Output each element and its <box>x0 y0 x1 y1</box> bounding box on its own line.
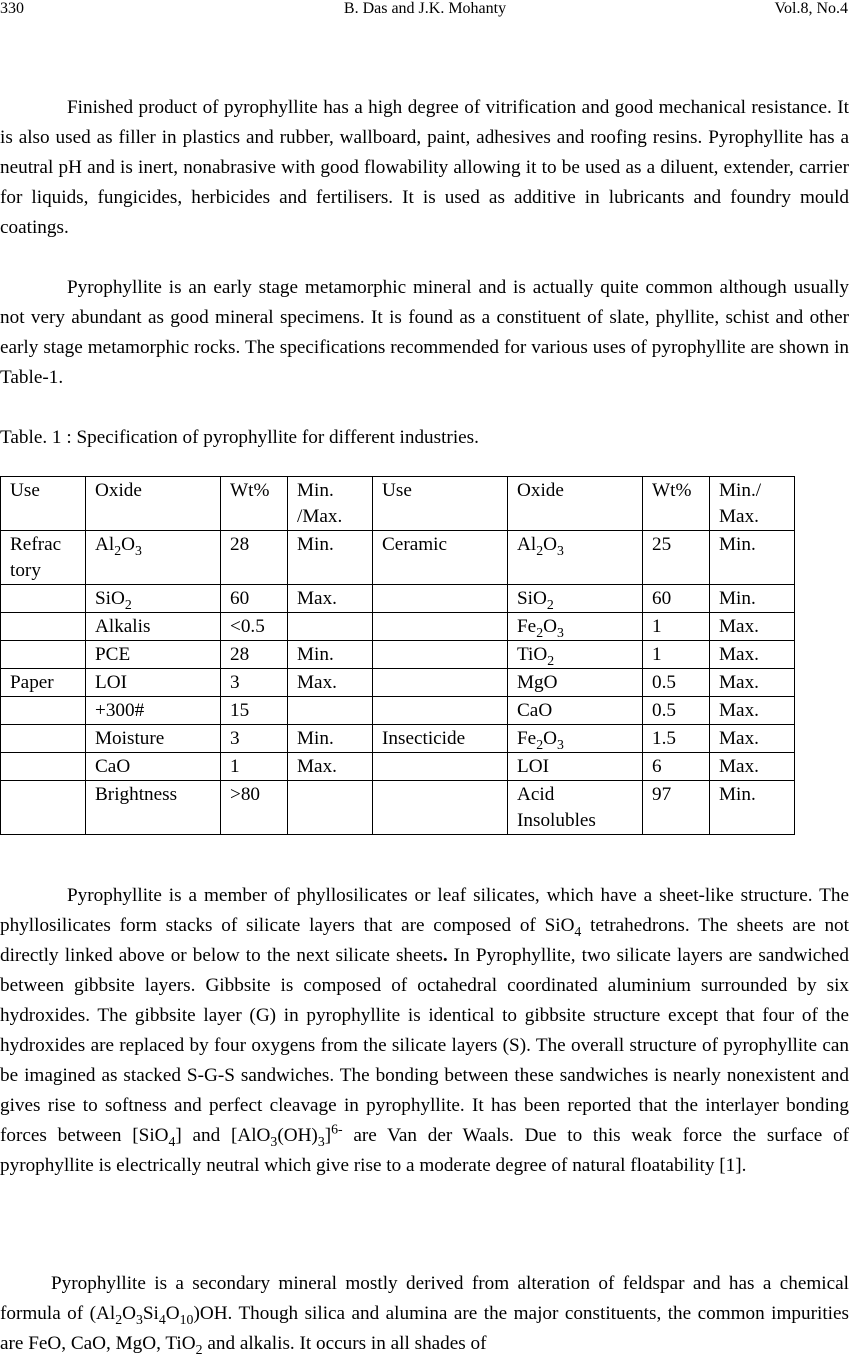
cell-oxide-2: $Fe_2O_3$ <box>508 725 643 753</box>
cell-use-2 <box>373 697 508 725</box>
cell-wt: 60 <box>221 585 288 613</box>
table-row <box>1 531 795 585</box>
cell-minmax-2: Max. <box>710 697 795 725</box>
specification-table <box>0 476 795 835</box>
table-row <box>1 725 795 753</box>
cell-use <box>1 613 86 641</box>
cell-minmax <box>288 781 373 835</box>
cell-use-2 <box>373 613 508 641</box>
cell-oxide-2: MgO <box>508 669 643 697</box>
cell-minmax-2: Min. <box>710 585 795 613</box>
cell-wt: 28 <box>221 531 288 585</box>
cell-use-2: Ceramic <box>373 531 508 585</box>
header-minmax-2: Min./ Max. <box>710 477 795 531</box>
cell-oxide-2: CaO <box>508 697 643 725</box>
cell-minmax: Max. <box>288 585 373 613</box>
cell-use <box>1 697 86 725</box>
cell-use-2 <box>373 585 508 613</box>
cell-wt: 15 <box>221 697 288 725</box>
cell-use-2 <box>373 641 508 669</box>
journal-volume: Vol.8, No.4 <box>774 0 848 17</box>
cell-minmax-2: Min. <box>710 781 795 835</box>
cell-oxide: PCE <box>86 641 221 669</box>
cell-oxide: +300# <box>86 697 221 725</box>
header-use-2: Use <box>373 477 508 531</box>
cell-use: Refrac tory <box>1 531 86 585</box>
cell-wt: 3 <box>221 669 288 697</box>
cell-minmax-2: Min. <box>710 531 795 585</box>
cell-minmax-2: Max. <box>710 641 795 669</box>
paragraph-mineralogy: Pyrophyllite is a secondary mineral mostly derived from alteration of feldspar and has a chemical formula of $(Al_2O_3Si_4O_{10})OH$. Though silica and alumina are the major constituents, the common impurities are FeO, CaO, MgO, TiO$_2$ and alkalis. It occurs in all shades of <box>0 1273 849 1357</box>
cell-wt-2: 25 <box>643 531 710 585</box>
cell-use-2 <box>373 669 508 697</box>
cell-minmax: Min. <box>288 641 373 669</box>
page-header <box>0 0 850 24</box>
header-oxide-2: Oxide <box>508 477 643 531</box>
cell-use <box>1 753 86 781</box>
cell-oxide-2: TiO$_2$ <box>508 641 643 669</box>
cell-use-2: Insecticide <box>373 725 508 753</box>
cell-wt: 28 <box>221 641 288 669</box>
cell-oxide-2: $Al_2O_3$ <box>508 531 643 585</box>
cell-use-2 <box>373 781 508 835</box>
cell-wt-2: 1 <box>643 613 710 641</box>
table-row <box>1 641 795 669</box>
cell-wt: <0.5 <box>221 613 288 641</box>
header-wt-2: Wt% <box>643 477 710 531</box>
paragraph-occurrence <box>0 273 849 393</box>
cell-use <box>1 781 86 835</box>
paragraph-structure: Pyrophyllite is a member of phyllosilicates or leaf silicates, which have a sheet-like structure. The phyllosilicates form stacks of silicate layers that are composed of SiO$_4$ tetrahedrons. The sheets are not directly linked above or below to the next silicate sheets. In Pyrophyllite, two silicate layers are sandwiched between gibbsite layers. Gibbsite is composed of octahedral coordinated aluminium surrounded by six hydroxides. The gibbsite layer (G) in pyrophyllite is identical to gibbsite structure except that four of the hydroxides are replaced by four oxygens from the silicate layers (S). The overall structure of pyrophyllite can be imagined as stacked S-G-S sandwiches. The bonding between these sandwiches is nearly nonexistent and gives rise to softness and perfect cleavage in pyrophyllite. It has been reported that the interlayer bonding forces between [SiO$_4$] and $[AlO_3(OH)_3]^{6-}$ are Van der Waals. Due to this weak force the surface of pyrophyllite is electrically neutral which give rise to a moderate degree of natural floatability [1]. <box>0 885 850 1176</box>
table-caption: Table. 1 : Specification of pyrophyllite for different industries. <box>0 427 479 448</box>
cell-minmax <box>288 613 373 641</box>
cell-oxide: Brightness <box>86 781 221 835</box>
cell-oxide: $Al_2O_3$ <box>86 531 221 585</box>
table-row <box>1 669 795 697</box>
running-title-authors: B. Das and J.K. Mohanty <box>343 0 507 17</box>
cell-oxide: LOI <box>86 669 221 697</box>
cell-use <box>1 725 86 753</box>
cell-minmax-2: Max. <box>710 613 795 641</box>
cell-oxide: SiO$_2$ <box>86 585 221 613</box>
cell-use: Paper <box>1 669 86 697</box>
table-header-row <box>1 477 795 531</box>
cell-minmax-2: Max. <box>710 725 795 753</box>
cell-oxide-2: SiO$_2$ <box>508 585 643 613</box>
cell-use-2 <box>373 753 508 781</box>
cell-minmax: Min. <box>288 725 373 753</box>
cell-minmax: Min. <box>288 531 373 585</box>
table-row <box>1 781 795 835</box>
cell-wt: 3 <box>221 725 288 753</box>
cell-use <box>1 585 86 613</box>
cell-oxide: Moisture <box>86 725 221 753</box>
cell-wt-2: 97 <box>643 781 710 835</box>
cell-oxide: Alkalis <box>86 613 221 641</box>
cell-wt-2: 6 <box>643 753 710 781</box>
cell-minmax <box>288 697 373 725</box>
cell-oxide-2: $Fe_2O_3$ <box>508 613 643 641</box>
cell-oxide-2: LOI <box>508 753 643 781</box>
cell-minmax-2: Max. <box>710 669 795 697</box>
cell-minmax-2: Max. <box>710 753 795 781</box>
paragraph-text: Finished product of pyrophyllite has a high degree of vitrification and good mechanical resistance. It is also used as filler in plastics and rubber, wallboard, paint, adhesives and roofing resins. Pyrophyllite has a neutral pH and is inert, nonabrasive with good flowability allowing it to be used as a diluent, extender, carrier for liquids, fungicides, herbicides and fertilisers. It is used as additive in lubricants and foundry mould coatings. <box>0 97 849 238</box>
cell-minmax: Max. <box>288 753 373 781</box>
page-number: 330 <box>0 0 24 17</box>
cell-wt-2: 1.5 <box>643 725 710 753</box>
table-row <box>1 753 795 781</box>
cell-wt-2: 0.5 <box>643 697 710 725</box>
cell-use <box>1 641 86 669</box>
cell-wt-2: 60 <box>643 585 710 613</box>
cell-oxide: CaO <box>86 753 221 781</box>
cell-wt-2: 0.5 <box>643 669 710 697</box>
table-row <box>1 585 795 613</box>
table-row <box>1 613 795 641</box>
header-use: Use <box>1 477 86 531</box>
paragraph-uses <box>0 93 849 243</box>
table-row <box>1 697 795 725</box>
cell-oxide-2: Acid Insolubles <box>508 781 643 835</box>
cell-wt-2: 1 <box>643 641 710 669</box>
cell-wt: 1 <box>221 753 288 781</box>
cell-minmax: Max. <box>288 669 373 697</box>
header-wt: Wt% <box>221 477 288 531</box>
header-minmax: Min. /Max. <box>288 477 373 531</box>
paragraph-text: Pyrophyllite is an early stage metamorphic mineral and is actually quite common although usually not very abundant as good mineral specimens. It is found as a constituent of slate, phyllite, schist and other early stage metamorphic rocks. The specifications recommended for various uses of pyrophyllite are shown in Table-1. <box>0 277 849 388</box>
cell-wt: >80 <box>221 781 288 835</box>
header-oxide: Oxide <box>86 477 221 531</box>
